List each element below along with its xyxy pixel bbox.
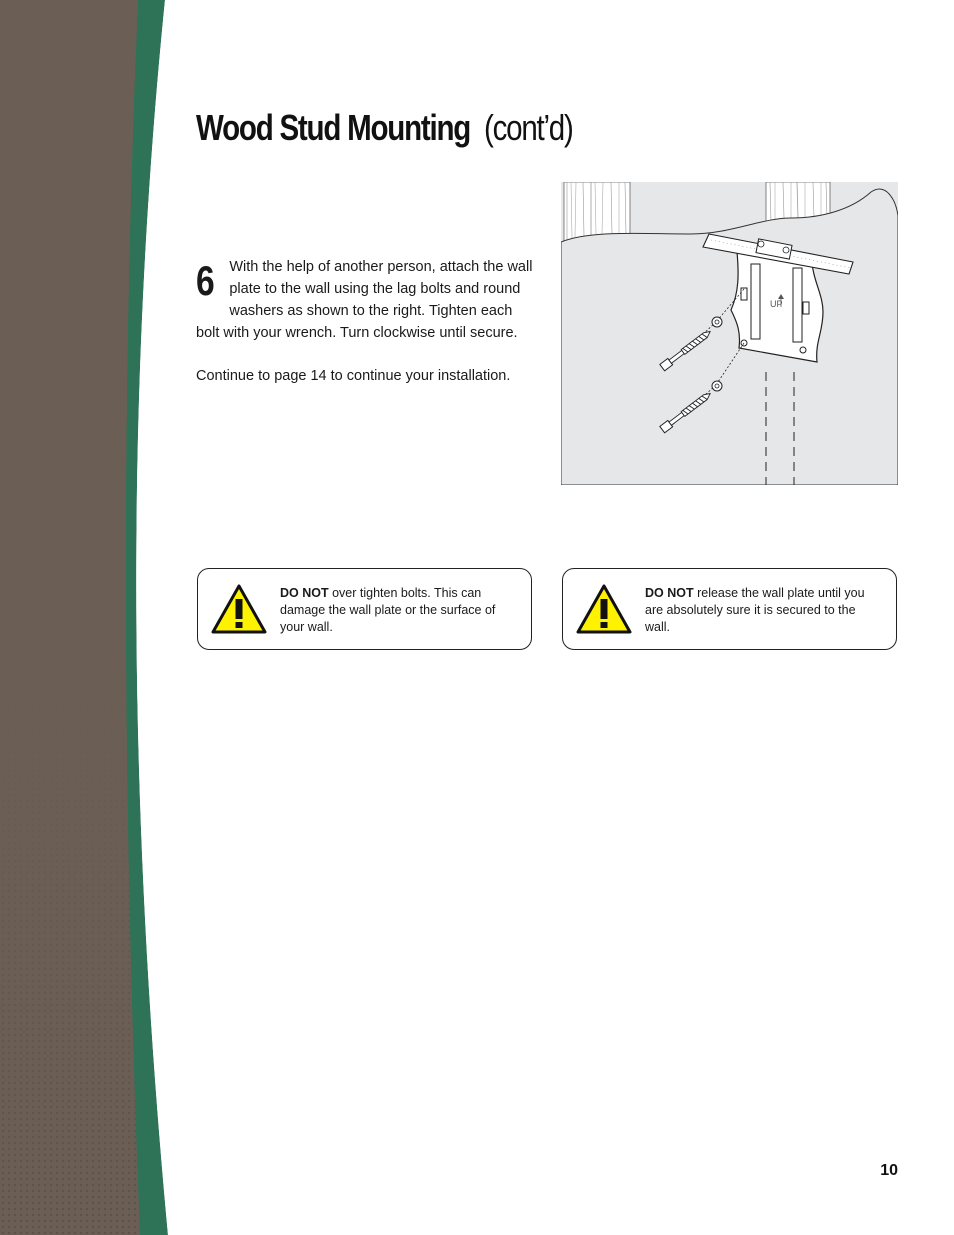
step-number: 6 <box>196 257 215 304</box>
warning-triangle-icon <box>575 583 633 635</box>
page-title-bold: Wood Stud Mounting <box>196 107 471 148</box>
washer-top <box>712 317 722 327</box>
wall-plate <box>731 252 823 362</box>
warning-triangle-icon <box>210 583 268 635</box>
wood-stud-left <box>564 182 630 242</box>
warning-text <box>280 585 514 636</box>
warning-message: over tighten bolts. This can damage the wall plate or the surface of your wall. <box>280 586 496 634</box>
warning-emphasis: DO NOT <box>280 586 329 600</box>
warning-text <box>645 585 879 636</box>
step-instructions <box>196 256 536 387</box>
plate-up-label: UP <box>770 299 783 309</box>
page-number: 10 <box>880 1162 898 1179</box>
continue-text: Continue to page 14 to continue your installation. <box>196 368 511 384</box>
warning-emphasis: DO NOT <box>645 586 694 600</box>
warning-box-release <box>562 568 897 650</box>
wall-plate-illustration <box>561 182 898 485</box>
page-title-rest: (cont’d) <box>484 107 573 148</box>
washer-bottom <box>712 381 722 391</box>
page-title <box>196 104 592 152</box>
warning-message: release the wall plate until you are absolutely sure it is secured to the wall. <box>645 586 865 634</box>
step-text: With the help of another person, attach the wall plate to the wall using the lag bolts and round washers as shown to the right. Tighten each bolt with your wrench. Turn clockwise until secure. <box>196 259 533 341</box>
warning-box-overtighten <box>197 568 532 650</box>
